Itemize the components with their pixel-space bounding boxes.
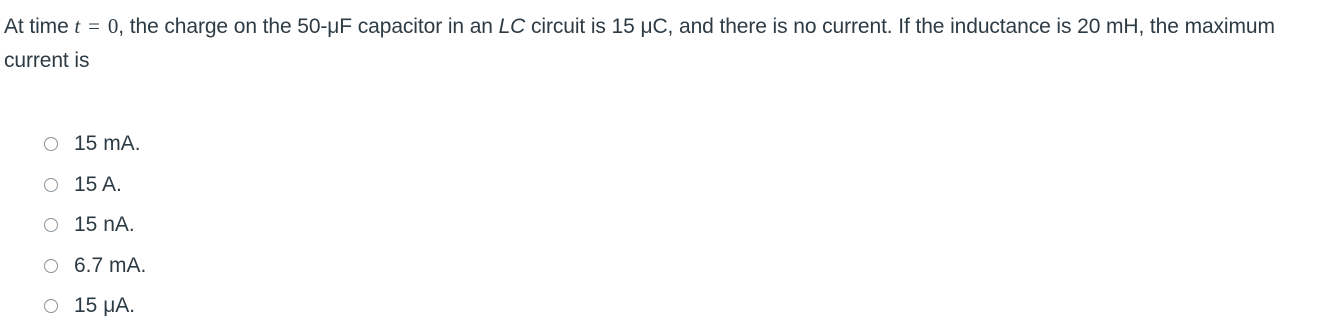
question-text-tail: circuit is 15 μC, and there is no current. If the inductance is 20 mH, the maximum current is: [4, 15, 1275, 72]
answer-option-3[interactable]: [44, 205, 146, 246]
question-text-lead: At time: [4, 15, 75, 38]
answer-option-5[interactable]: [44, 286, 146, 327]
answer-option-2[interactable]: [44, 165, 146, 206]
question-text-body: , the charge on the 50-μF capacitor in an: [118, 15, 499, 38]
answer-label: 15 nA.: [74, 213, 135, 237]
answer-option-1[interactable]: [44, 124, 146, 165]
math-expression: [74, 14, 118, 38]
question-text: [4, 9, 1324, 78]
answer-label: 15 mA.: [74, 132, 141, 156]
answer-list: [44, 124, 146, 327]
circuit-type: LC: [498, 15, 526, 38]
radio-button[interactable]: [44, 178, 58, 192]
radio-button[interactable]: [44, 137, 58, 151]
answer-label: 6.7 mA.: [74, 253, 147, 277]
math-operator: =: [88, 14, 100, 38]
answer-option-4[interactable]: [44, 246, 146, 287]
radio-button[interactable]: [44, 299, 58, 313]
answer-label: 15 A.: [74, 172, 122, 196]
math-value: 0: [107, 14, 119, 38]
radio-button[interactable]: [44, 259, 58, 273]
radio-button[interactable]: [44, 218, 58, 232]
answer-label: 15 μA.: [74, 294, 136, 318]
math-variable: t: [74, 14, 81, 38]
